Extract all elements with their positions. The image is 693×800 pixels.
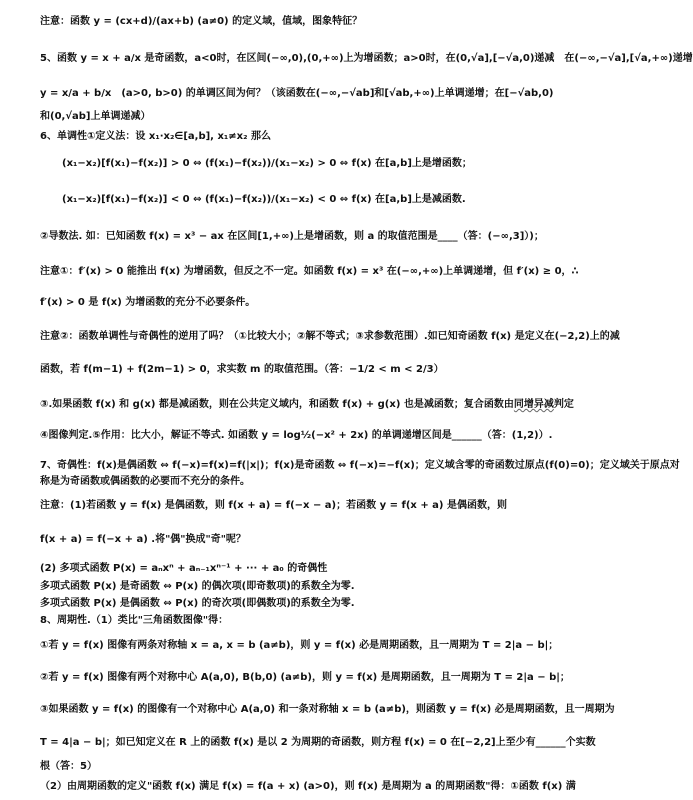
item-5-odd-function: 5、函数 y = x + a/x 是奇函数，a<0时，在区间(−∞,0),(0,+∞)上为增函数；a>0时，在(0,√a],[−√a,0)递减 在(−∞,−√a],[√a,+∞)递增 bbox=[40, 53, 693, 64]
item-5-monotonic-intervals: y = x/a + b/x (a>0, b>0) 的单调区间为何？（该函数在(−∞,−√ab]和[√ab,+∞)上单调递增；在[−√ab,0) bbox=[40, 88, 554, 99]
item-8-axes: ①若 y = f(x) 图像有两条对称轴 x = a, x = b (a≠b)，则 y = f(x) 必是周期函数，且一周期为 T = 2|a − b|； bbox=[40, 640, 559, 651]
item-polynomial: (2) 多项式函数 P(x) = aₙxⁿ + aₙ₋₁xⁿ⁻¹ + ··· + a₀ 的奇偶性 bbox=[40, 563, 328, 574]
note-2-cont: 函数，若 f(m−1) + f(2m−1) > 0，求实数 m 的取值范围。（答：−1/2 < m < 2/3） bbox=[40, 364, 444, 375]
item-polynomial-odd: 多项式函数 P(x) 是奇函数 ⇔ P(x) 的偶次项(即奇数项)的系数全为零. bbox=[40, 581, 355, 592]
item-polynomial-even: 多项式函数 P(x) 是偶函数 ⇔ P(x) 的奇次项(即偶数项)的系数全为零. bbox=[40, 598, 355, 609]
note-rational-function: 注意：函数 y = (cx+d)/(ax+b) (a≠0) 的定义域，值域，图象特征？ bbox=[40, 16, 363, 27]
item-8-example: T = 4|a − b|；如已知定义在 R 上的函数 f(x) 是以 2 为周期的奇函数，则方程 f(x) = 0 在[−2,2]上至少有______个实数 bbox=[40, 737, 596, 748]
item-7-parity: 7、奇偶性：f(x)是偶函数 ⇔ f(−x)=f(x)=f(|x|)；f(x)是奇函数 ⇔ f(−x)=−f(x)；定义域含零的奇函数过原点(f(0)=0)；定义域关于原点对 bbox=[40, 460, 680, 471]
item-6-definition: 6、单调性①定义法：设 x₁·x₂∈[a,b], x₁≠x₂ 那么 bbox=[40, 131, 271, 142]
item-8-center-axis: ③如果函数 y = f(x) 的图像有一个对称中心 A(a,0) 和一条对称轴 x = b (a≠b)，则函数 y = f(x) 必是周期函数，且一周期为 bbox=[40, 704, 615, 715]
formula-increasing: (x₁−x₂)[f(x₁)−f(x₂)] > 0 ⇔ (f(x₁)−f(x₂))/(x₁−x₂) > 0 ⇔ f(x) 在[a,b]上是增函数； bbox=[62, 158, 472, 169]
item-5-monotonic-cont: 和(0,√ab]上单调递减） bbox=[40, 111, 151, 122]
item-8-periodicity: 8、周期性.（1）类比"三角函数图像"得： bbox=[40, 615, 229, 626]
item-derivative-method: ②导数法. 如：已知函数 f(x) = x³ − ax 在区间[1,+∞)上是增函数，则 a 的取值范围是____（答：(−∞,3]）)； bbox=[40, 231, 544, 242]
note-1: 注意①：f′(x) > 0 能推出 f(x) 为增函数，但反之不一定。如函数 f(x) = x³ 在(−∞,+∞)上单调递增，但 f′(x) ≥ 0，∴ bbox=[40, 266, 579, 277]
item-8-definition: （2）由周期函数的定义"函数 f(x) 满足 f(x) = f(a + x) (a>0)，则 f(x) 是周期为 a 的周期函数"得：①函数 f(x) 满 bbox=[40, 781, 576, 792]
note-2: 注意②：函数单调性与奇偶性的逆用了吗？（①比较大小；②解不等式；③求参数范围）.如已知奇函数 f(x) 是定义在(−2,2)上的减 bbox=[40, 331, 620, 342]
item-8-centers: ②若 y = f(x) 图像有两个对称中心 A(a,0), B(b,0) (a≠b)，则 y = f(x) 是周期函数，且一周期为 T = 2|a − b|； bbox=[40, 672, 570, 683]
item-sum-decreasing: ③.如果函数 f(x) 和 g(x) 都是减函数，则在公共定义域内，和函数 f(x) + g(x) 也是减函数；复合函数由同增异减判定 bbox=[40, 399, 574, 410]
item-7-note: 注意：(1)若函数 y = f(x) 是偶函数，则 f(x + a) = f(−x − a)；若函数 y = f(x + a) 是偶函数，则 bbox=[40, 500, 507, 511]
note-1-cont: f′(x) > 0 是 f(x) 为增函数的充分不必要条件。 bbox=[40, 297, 256, 308]
item-graph-method: ④图像判定.⑤作用：比大小，解证不等式. 如函数 y = log½(−x² + 2x) 的单调递增区间是______（答：(1,2)）. bbox=[40, 430, 553, 441]
item-8-answer: 根（答：5） bbox=[40, 761, 97, 772]
item-7-note-cont: f(x + a) = f(−x + a) .将"偶"换成"奇"呢？ bbox=[40, 534, 246, 545]
item-7-parity-cont: 称是为奇函数或偶函数的必要而不充分的条件。 bbox=[40, 476, 250, 487]
formula-decreasing: (x₁−x₂)[f(x₁)−f(x₂)] < 0 ⇔ (f(x₁)−f(x₂))/(x₁−x₂) < 0 ⇔ f(x) 在[a,b]上是减函数. bbox=[62, 194, 466, 205]
